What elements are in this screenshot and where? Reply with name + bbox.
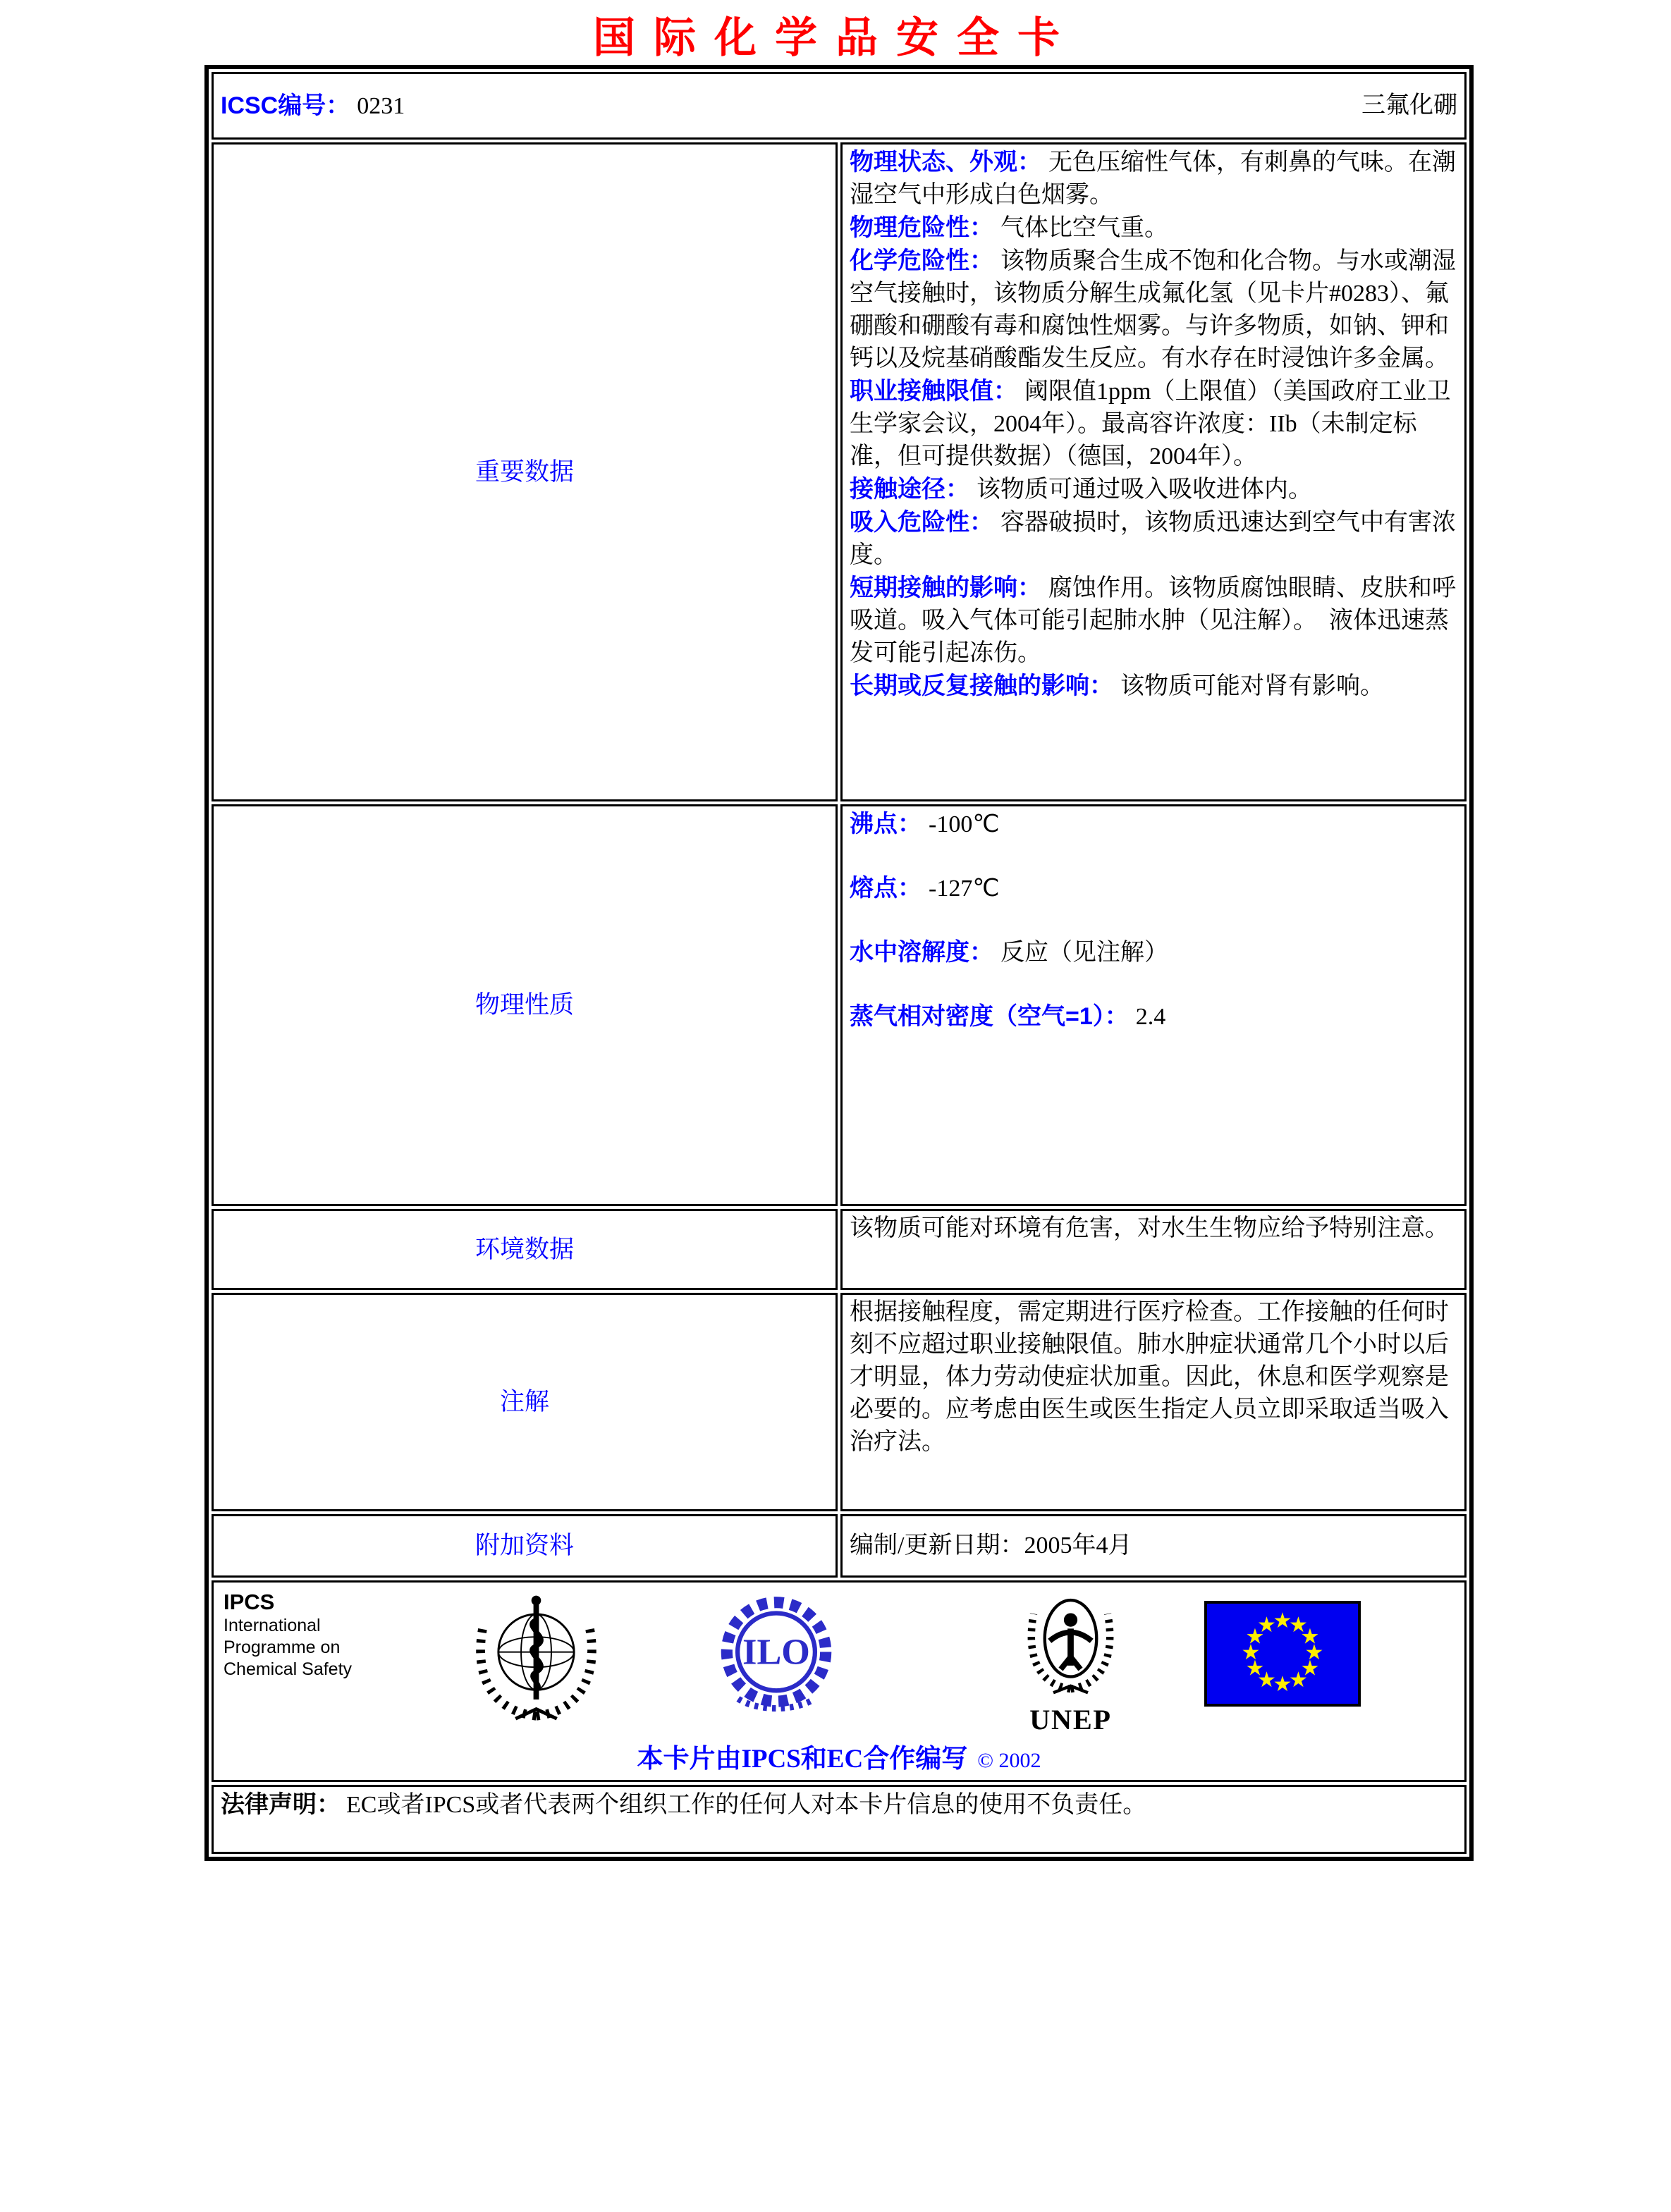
header-row: [212, 72, 1467, 140]
svg-text:★: ★: [1245, 1656, 1265, 1681]
icsc-number-value: 0231: [357, 92, 405, 119]
environmental-data-content: 该物质可能对环境有危害，对水生生物应给予特别注意。: [840, 1209, 1467, 1290]
additional-info-row: [212, 1514, 1467, 1578]
logos-row: [212, 1580, 1467, 1782]
legal-text: EC或者IPCS或者代表两个组织工作的任何人对本卡片信息的使用不负责任。: [346, 1792, 1147, 1818]
physical-properties-row-label: 物理性质: [212, 804, 838, 1206]
svg-text:★: ★: [1289, 1613, 1308, 1638]
svg-text:★: ★: [1273, 1672, 1292, 1697]
important-data-item: 接触途径： 该物质可通过吸入吸收进体内。: [850, 476, 1312, 503]
ilo-logo: [713, 1591, 840, 1718]
important-data-row-label: 重要数据: [212, 142, 838, 801]
physical-properties-content: [840, 804, 1467, 1206]
property-line: 水中溶解度： 反应（见注解）: [850, 939, 1168, 966]
property-line: 沸点： -100℃: [850, 811, 1000, 837]
svg-text:★: ★: [1257, 1668, 1276, 1692]
eu-flag: [1204, 1601, 1361, 1707]
legal-row: [212, 1785, 1467, 1854]
unep-logo: [1009, 1584, 1132, 1735]
important-data-row: [212, 142, 1467, 801]
svg-text:★: ★: [1289, 1668, 1308, 1692]
copyright-text: © 2002: [977, 1749, 1041, 1772]
update-date-value: 2005年4月: [1024, 1532, 1132, 1559]
icsc-card-table: [204, 65, 1474, 1861]
physical-properties-row: [212, 804, 1467, 1206]
ipcs-acronym: IPCS: [224, 1590, 275, 1614]
important-data-item: 物理危险性： 气体比空气重。: [850, 214, 1168, 241]
important-data-item: 化学危险性： 该物质聚合生成不饱和化合物。与水或潮湿空气接触时，该物质分解生成氟化氢（见卡片#0283）、氟硼酸和硼酸有毒和腐蚀性烟雾。与许多物质，如钠、钾和钙以及烷基硝酸酯发生反应。有水存在时浸蚀许多金属。: [850, 247, 1456, 371]
important-data-content: [840, 142, 1467, 801]
update-date-label: 编制/更新日期：: [850, 1532, 1024, 1559]
legal-label: 法律声明：: [221, 1791, 341, 1818]
svg-text:★: ★: [1304, 1640, 1324, 1665]
notes-row-label: 注解: [212, 1293, 838, 1511]
page-title: 国际化学品安全卡: [593, 15, 1078, 61]
environmental-data-row-label: 环境数据: [212, 1209, 838, 1290]
credit-line: [214, 1743, 1464, 1777]
credit-text: 本卡片由IPCS和EC合作编写: [637, 1745, 968, 1774]
important-data-item: 物理状态、外观： 无色压缩性气体，有刺鼻的气味。在潮湿空气中形成白色烟雾。: [850, 149, 1456, 208]
important-data-item: 吸入危险性： 容器破损时，该物质迅速达到空气中有害浓度。: [850, 509, 1456, 568]
icsc-number-label: ICSC编号：: [221, 92, 350, 119]
svg-text:★: ★: [1273, 1609, 1292, 1633]
svg-text:ILO: ILO: [742, 1631, 810, 1673]
property-line: 蒸气相对密度（空气=1）： 2.4: [850, 1003, 1166, 1030]
svg-text:★: ★: [1300, 1656, 1320, 1681]
svg-text:★: ★: [1300, 1624, 1320, 1649]
notes-row: [212, 1293, 1467, 1511]
additional-info-row-label: 附加资料: [212, 1514, 838, 1578]
environmental-data-row: [212, 1209, 1467, 1290]
svg-text:★: ★: [1241, 1640, 1261, 1665]
important-data-item: 长期或反复接触的影响： 该物质可能对肾有影响。: [850, 672, 1384, 699]
svg-text:★: ★: [1245, 1624, 1265, 1649]
important-data-item: 短期接触的影响： 腐蚀作用。该物质腐蚀眼睛、皮肤和呼吸道。吸入气体可能引起肺水肿（见注解）。 液体迅速蒸发可能引起冻伤。: [850, 574, 1456, 666]
important-data-item: 职业接触限值： 阈限值1ppm（上限值）（美国政府工业卫生学家会议，2004年）。最高容许浓度：IIb（未制定标准，但可提供数据）（德国，2004年）。: [850, 378, 1451, 469]
property-line: 熔点： -127℃: [850, 875, 1000, 902]
additional-info-content: [840, 1514, 1467, 1578]
svg-text:UNEP: UNEP: [1029, 1703, 1112, 1735]
notes-content: 根据接触程度，需定期进行医疗检查。工作接触的任何时刻不应超过职业接触限值。肺水肿症状通常几个小时以后才明显，体力劳动使症状加重。因此，休息和医学观察是必要的。应考虑由医生或医生指定人员立即采取适当吸入治疗法。: [840, 1293, 1467, 1511]
ipcs-text-block: IPCS International Programme on Chemical Safety: [224, 1590, 353, 1679]
who-logo: [467, 1587, 605, 1724]
chemical-name: 三氟化硼: [1361, 92, 1457, 118]
svg-text:★: ★: [1257, 1613, 1276, 1638]
